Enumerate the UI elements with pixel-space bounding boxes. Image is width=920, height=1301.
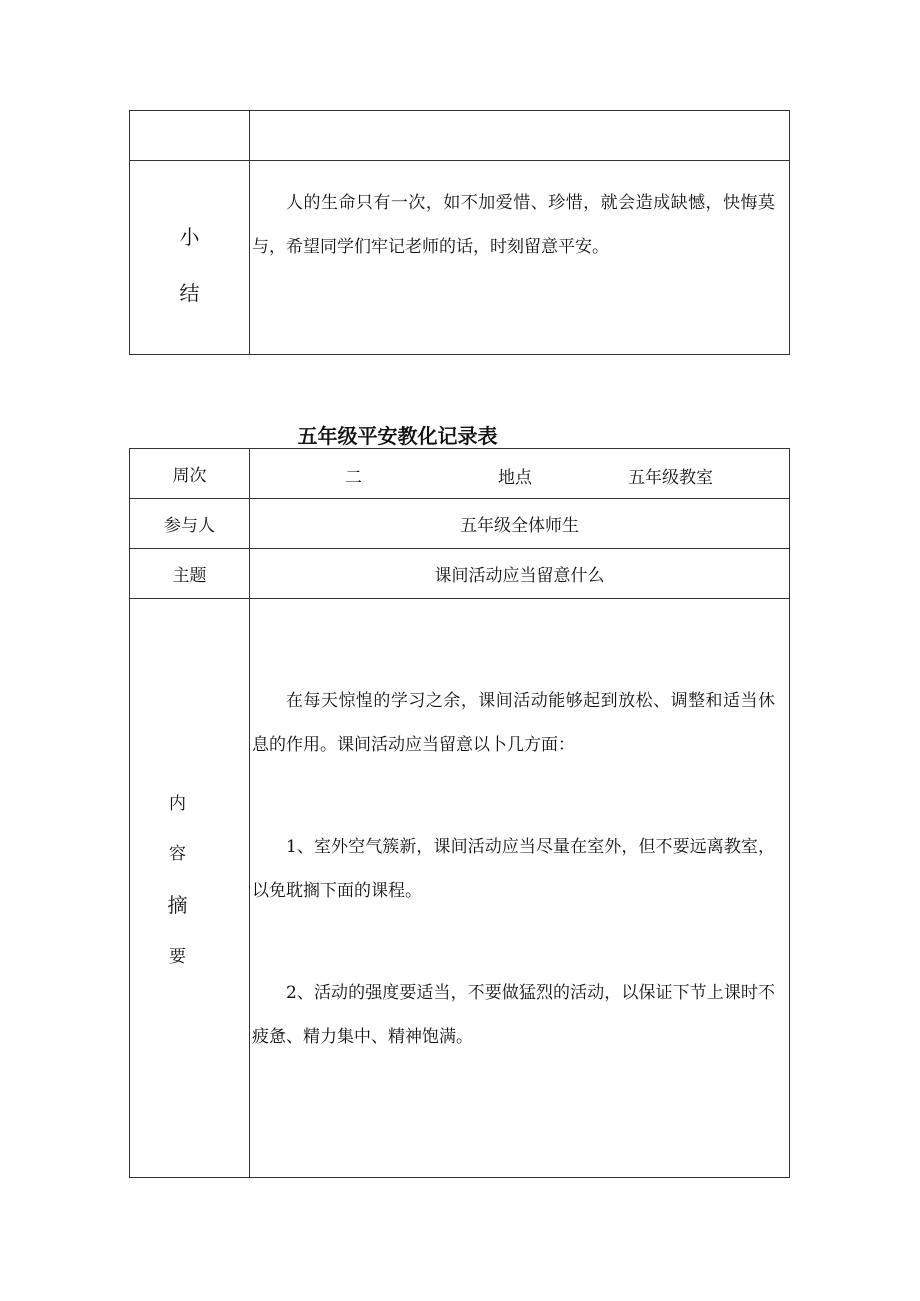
summary-label-cell [130,161,250,355]
place-label: 地点 [498,468,532,488]
content-paragraph: 1、室外空气簇新，课间活动应当尽量在室外，但不要远离教室，以免耽搁下面的课程。 [252,837,775,901]
content-label-cell [130,599,250,1177]
content-label-char: 内 [169,794,186,814]
content-label-char: 摘 [167,893,188,917]
summary-empty-label-cell [130,111,250,160]
week-row [130,449,789,499]
content-label-char: 容 [169,844,186,864]
summary-text: 人的生命只有一次，如不加爱惜、珍惜，就会造成缺憾，快悔莫与，希望同学们牢记老师的话，时刻留意平安。 [252,193,775,257]
summary-empty-row [130,111,789,161]
participants-row [130,499,789,549]
content-paragraph: 2、活动的强度要适当，不要做猛烈的活动，以保证下节上课时不疲惫、精力集中、精神饱满。 [252,983,775,1047]
summary-text-cell [250,161,789,355]
place-value: 五年级教室 [628,468,713,488]
topic-value: 课间活动应当留意什么 [434,566,605,586]
content-label-char: 要 [169,947,186,967]
participants-value: 五年级全体师生 [460,516,579,536]
summary-label-char: 结 [179,281,200,305]
week-value: 二 [345,468,362,488]
week-value-cell [250,449,789,498]
summary-label-char: 小 [179,225,200,249]
content-row [130,599,789,1177]
content-text-cell [250,599,789,1177]
topic-label: 主题 [130,549,250,598]
content-paragraph: 在每天惊惶的学习之余，课间活动能够起到放松、调整和适当休息的作用。课间活动应当留意以卜几方面： [252,691,775,755]
summary-table [129,110,790,355]
topic-row [130,549,789,599]
record-table [129,448,790,1178]
summary-row [130,161,789,355]
participants-label: 参与人 [130,499,250,548]
summary-empty-value-cell [250,111,789,160]
record-title: 五年级平安教化记录表 [297,424,498,448]
week-label: 周次 [130,449,250,498]
